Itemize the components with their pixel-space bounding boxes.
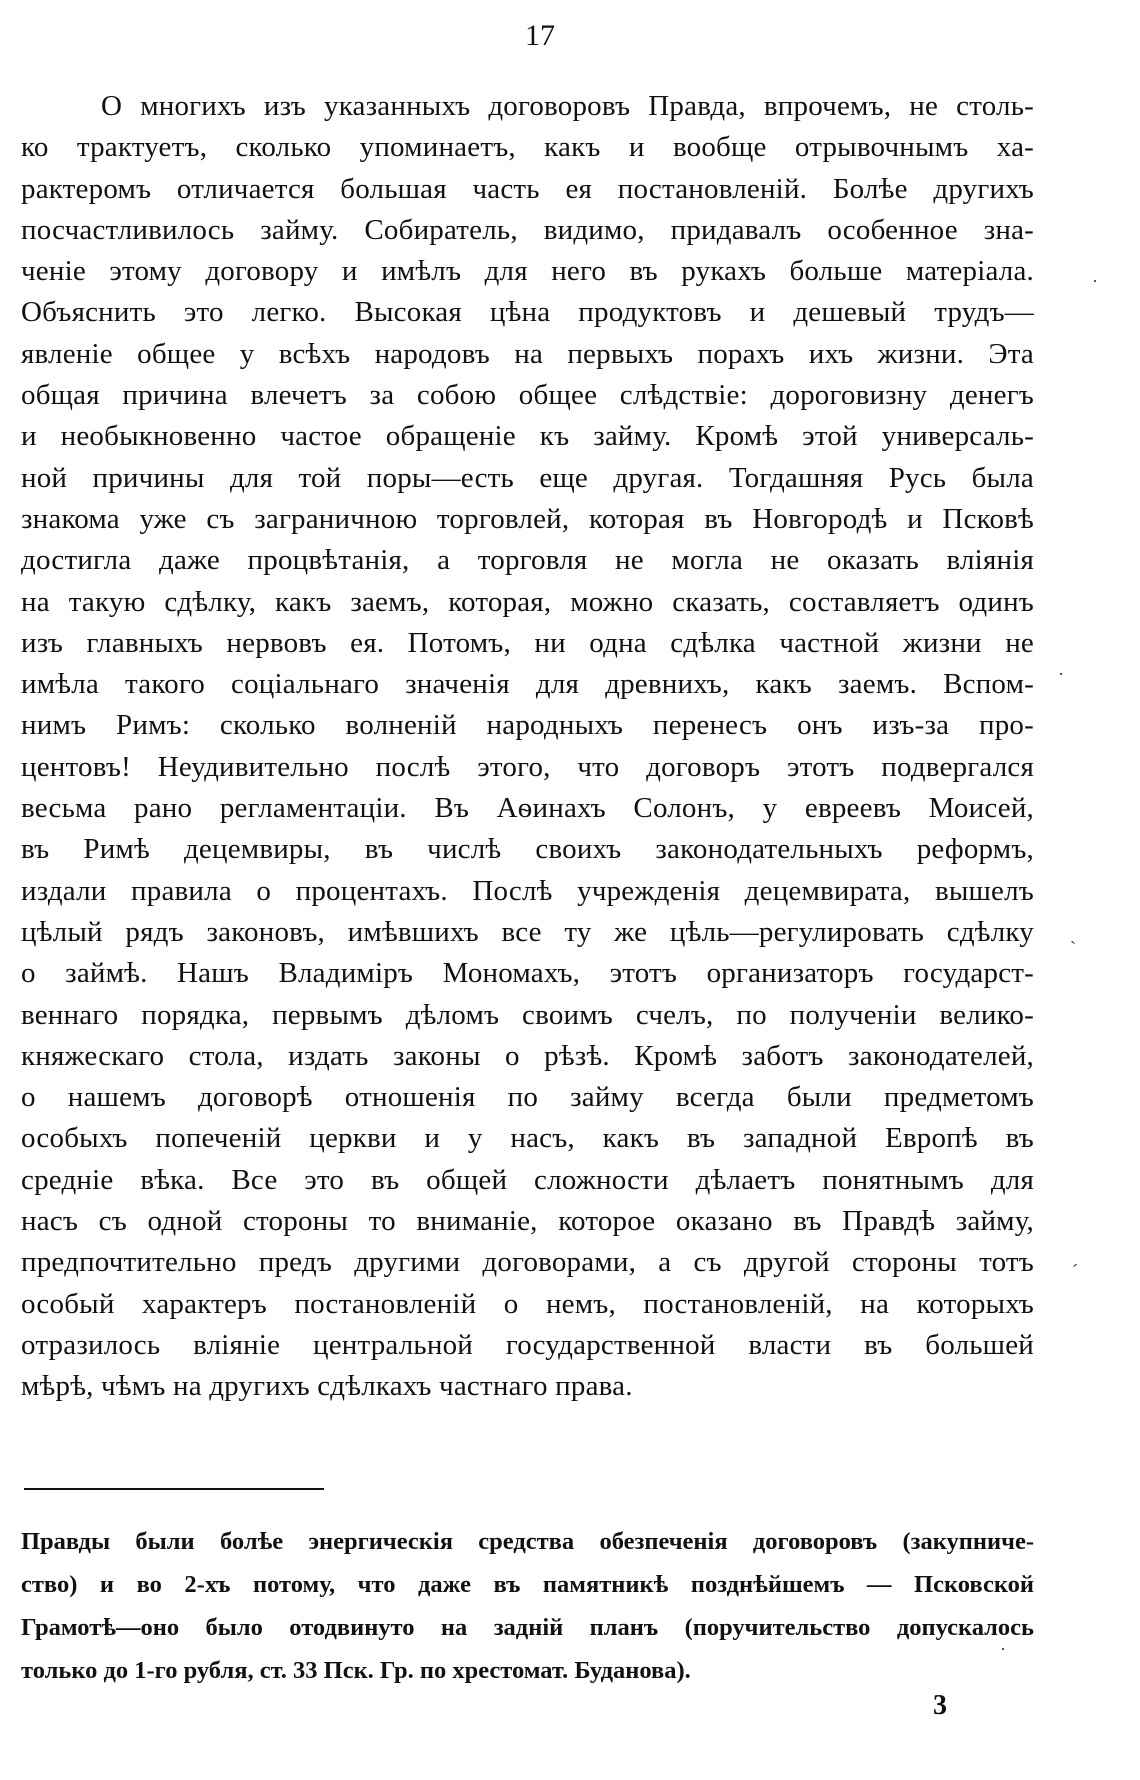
text-line: и необыкновенно частое обращеніе къ займу. Кромѣ этой универсаль-: [21, 420, 1034, 453]
text-line: особый характеръ постановленій о немъ, постановленій, на которыхъ: [21, 1287, 1034, 1320]
signature-mark: 3: [933, 1690, 947, 1721]
text-line: рактеромъ отличается большая часть ея постановленій. Болѣе другихъ: [21, 172, 1034, 205]
text-line: издали правила о процентахъ. Послѣ учрежденія децемвирата, вышелъ: [21, 874, 1034, 907]
text-line: общая причина влечетъ за собою общее слѣдствіе: дороговизну денегъ: [21, 379, 1034, 412]
text-line: предпочтительно предъ другими договорами, а съ другой стороны тотъ: [21, 1246, 1034, 1279]
text-line: весьма рано регламентаціи. Въ Аѳинахъ Солонъ, у евреевъ Моисей,: [21, 792, 1034, 825]
main-text: [21, 86, 1034, 1408]
text-line: о займѣ. Нашъ Владиміръ Мономахъ, этотъ организаторъ государст-: [21, 957, 1034, 990]
text-line: на такую сдѣлку, какъ заемъ, которая, можно сказать, составляетъ одинъ: [21, 585, 1034, 618]
text-line: О многихъ изъ указанныхъ договоровъ Правда, впрочемъ, не столь-: [101, 90, 1034, 122]
footnote-line: ство) и во 2-хъ потому, что даже въ памятникѣ позднѣйшемъ — Псковской: [21, 1571, 1034, 1598]
text-line: насъ съ одной стороны то вниманіе, которое оказано въ Правдѣ займу,: [21, 1205, 1034, 1238]
text-line: цѣлый рядъ законовъ, имѣвшихъ все ту же цѣль—регулировать сдѣлку: [21, 915, 1034, 948]
text-line: мѣрѣ, чѣмъ на другихъ сдѣлкахъ частнаго права.: [21, 1370, 633, 1403]
text-line: отразилось вліяніе центральной государственной власти въ большей: [21, 1328, 1034, 1361]
footnote: [21, 1520, 1034, 1692]
text-line: княжескаго стола, издать законы о рѣзѣ. Кромѣ заботъ законодателей,: [21, 1039, 1034, 1072]
text-line: въ Римѣ децемвиры, въ числѣ своихъ законодательныхъ реформъ,: [21, 833, 1034, 866]
footnote-line: Грамотѣ—оно было отодвинуто на задній планъ (поручительство допускалось: [21, 1614, 1034, 1641]
ink-speck: ˎ: [1070, 924, 1076, 944]
footnote-separator: [24, 1488, 324, 1490]
text-line: особыхъ попеченій церкви и у насъ, какъ въ западной Европѣ въ: [21, 1122, 1034, 1155]
text-line: нимъ Римъ: сколько волненій народныхъ перенесъ онъ изъ-за про-: [21, 709, 1034, 742]
text-line: ченіе этому договору и имѣлъ для него въ рукахъ больше матеріала.: [21, 255, 1034, 288]
footnote-line: Правды были болѣе энергическія средства обезпеченія договоровъ (закупниче-: [21, 1528, 1034, 1555]
ink-speck: ˊ: [1072, 1261, 1078, 1281]
text-line: имѣла такого соціальнаго значенія для древнихъ, какъ заемъ. Вспом-: [21, 668, 1034, 701]
footnote-line: только до 1-го рубля, ст. 33 Пск. Гр. по хрестомат. Буданова).: [21, 1657, 691, 1684]
text-line: средніе вѣка. Все это въ общей сложности дѣлаетъ понятнымъ для: [21, 1163, 1034, 1196]
text-line: веннаго порядка, первымъ дѣломъ своимъ счелъ, по полученіи велико-: [21, 998, 1034, 1031]
text-line: о нашемъ договорѣ отношенія по займу всегда были предметомъ: [21, 1081, 1034, 1114]
page-number: 17: [525, 19, 555, 52]
ink-speck: ·: [1000, 1639, 1006, 1659]
text-line: явленіе общее у всѣхъ народовъ на первыхъ порахъ ихъ жизни. Эта: [21, 337, 1034, 370]
text-line: изъ главныхъ нервовъ ея. Потомъ, ни одна сдѣлка частной жизни не: [21, 626, 1034, 659]
ink-speck: ·: [1058, 664, 1064, 684]
text-line: центовъ! Неудивительно послѣ этого, что договоръ этотъ подвергался: [21, 750, 1034, 783]
text-line: достигла даже процвѣтанія, а торговля не могла не оказать вліянія: [21, 544, 1034, 577]
text-line: ной причины для той поры—есть еще другая. Тогдашняя Русь была: [21, 461, 1034, 494]
text-line: ко трактуетъ, сколько упоминаетъ, какъ и вообще отрывочнымъ ха-: [21, 131, 1034, 164]
text-line: знакома уже съ заграничною торговлей, которая въ Новгородѣ и Псковѣ: [21, 502, 1034, 535]
text-line: Объяснить это легко. Высокая цѣна продуктовъ и дешевый трудъ—: [21, 296, 1034, 329]
ink-speck: ·: [1092, 271, 1098, 291]
text-line: посчастливилось займу. Собиратель, видимо, придавалъ особенное зна-: [21, 213, 1034, 246]
